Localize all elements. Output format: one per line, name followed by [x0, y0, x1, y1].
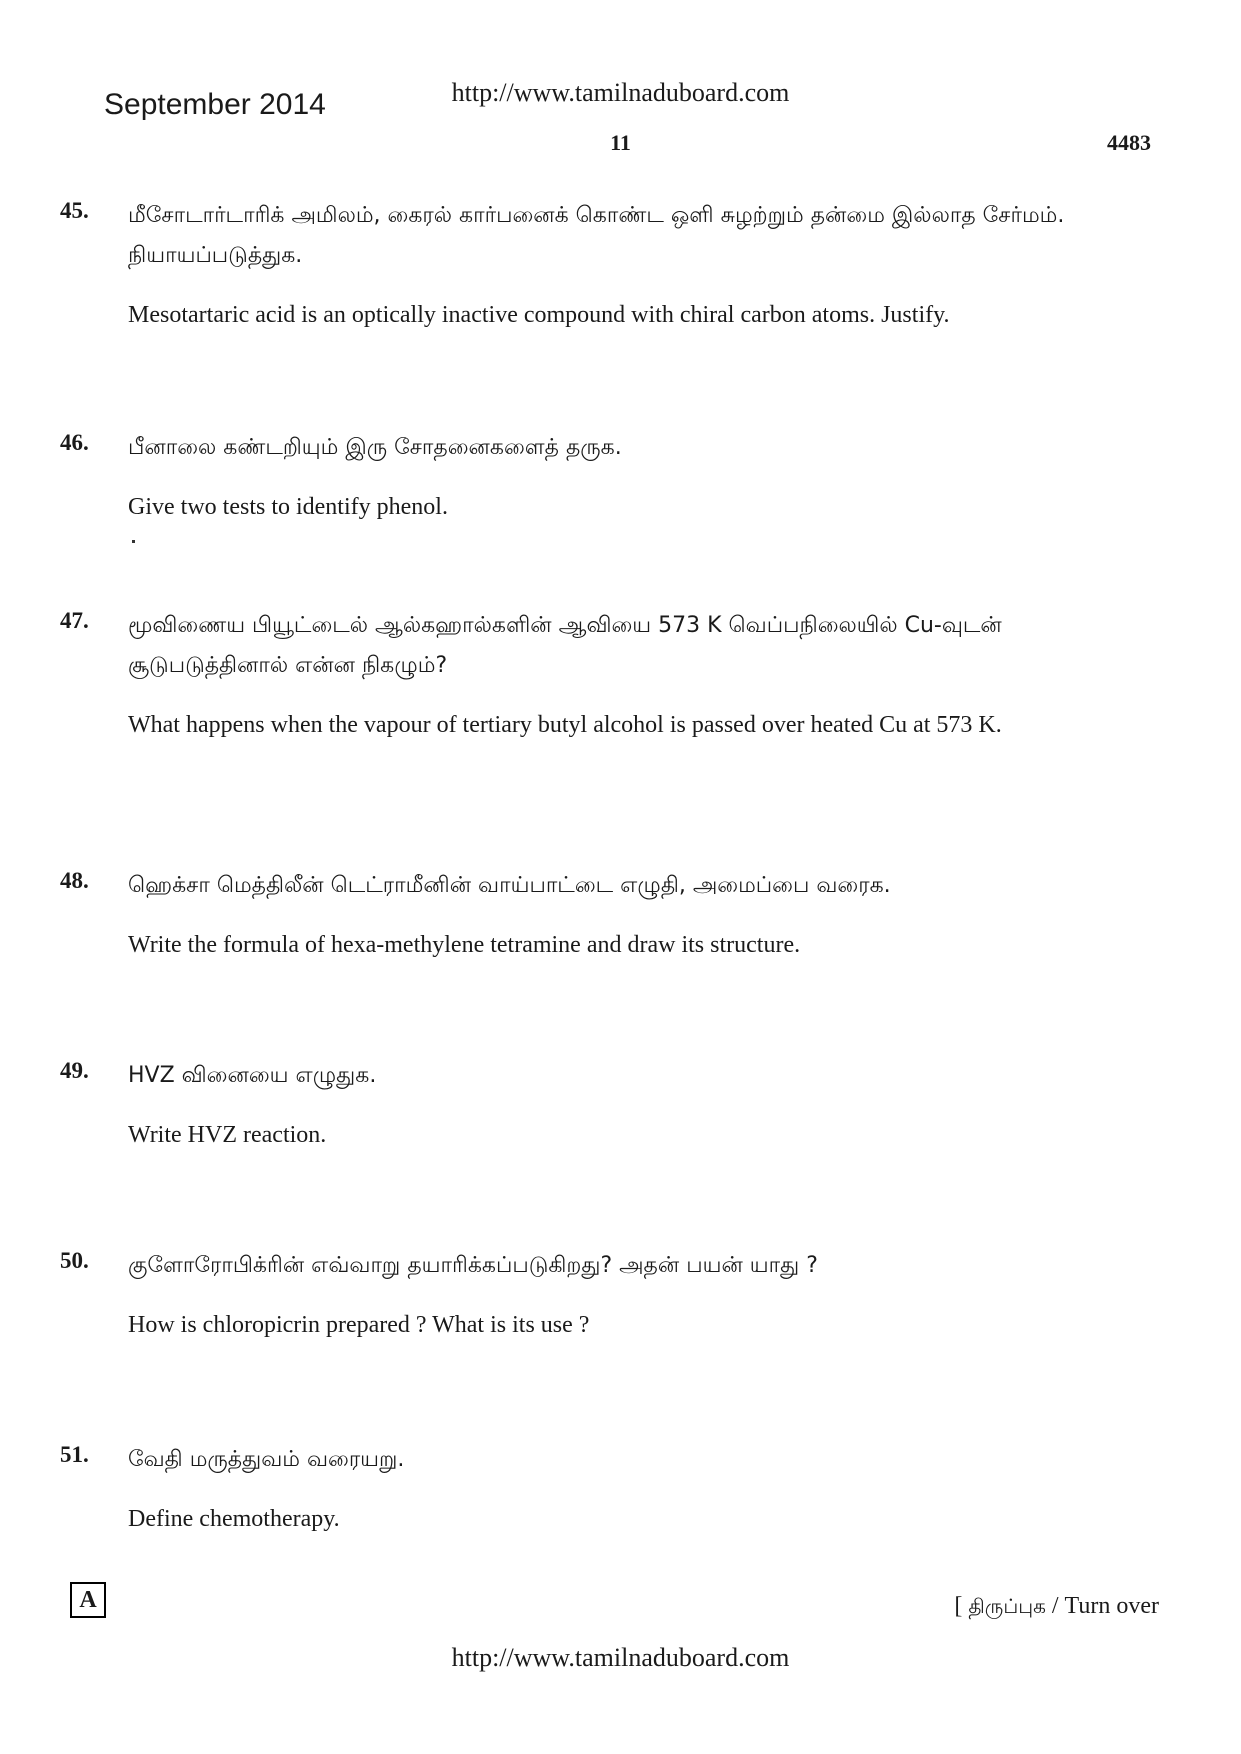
question-48 — [60, 866, 1110, 962]
question-47 — [60, 606, 1110, 742]
question-tamil: மூவிணைய பியூட்டைல் ஆல்கஹால்களின் ஆவியை 573 K வெப்பநிலையில் Cu-வுடன் சூடுபடுத்தினால் என்ன நிகழும்? — [128, 613, 1002, 678]
question-tamil: வேதி மருத்துவம் வரையறு. — [128, 1447, 405, 1472]
question-english: Define chemotherapy. — [128, 1506, 340, 1532]
turn-tamil: திருப்புக — [968, 1594, 1046, 1618]
question-number: 45. — [60, 198, 89, 223]
turn-bracket: [ — [954, 1593, 963, 1619]
question-number: 47. — [60, 608, 89, 633]
question-number: 50. — [60, 1248, 89, 1273]
question-tamil: பீனாலை கண்டறியும் இரு சோதனைகளைத் தருக. — [128, 435, 622, 460]
question-number: 49. — [60, 1058, 89, 1083]
question-english: Mesotartaric acid is an optically inactive compound with chiral carbon atoms. Justify. — [128, 302, 950, 328]
question-english: What happens when the vapour of tertiary butyl alcohol is passed over heated Cu at 573 K. — [128, 712, 1002, 738]
exam-session: September 2014 — [104, 88, 326, 121]
question-50 — [60, 1246, 1110, 1342]
question-english: Write HVZ reaction. — [128, 1122, 327, 1148]
turn-english: Turn over — [1064, 1593, 1159, 1619]
footer-url: http://www.tamilnaduboard.com — [451, 1643, 790, 1672]
header-url: http://www.tamilnaduboard.com — [451, 78, 790, 107]
page-number: 11 — [610, 130, 631, 155]
question-tamil: குளோரோபிக்ரின் எவ்வாறு தயாரிக்கப்படுகிறது? அதன் பயன் யாது ? — [128, 1253, 818, 1278]
question-tamil: மீசோடார்டாரிக் அமிலம், கைரல் கார்பனைக் கொண்ட ஒளி சுழற்றும் தன்மை இல்லாத சேர்மம். நியாயப்படுத்துக. — [128, 203, 1065, 268]
question-english: Give two tests to identify phenol. — [128, 494, 448, 520]
question-number: 51. — [60, 1442, 89, 1467]
question-number: 48. — [60, 868, 89, 893]
question-tamil: HVZ வினையை எழுதுக. — [128, 1063, 377, 1088]
question-51 — [60, 1440, 1110, 1536]
question-english: Write the formula of hexa-methylene tetramine and draw its structure. — [128, 932, 801, 958]
version-box: A — [70, 1582, 106, 1618]
turn-separator: / — [1051, 1593, 1059, 1619]
question-english: How is chloropicrin prepared ? What is its use ? — [128, 1312, 590, 1338]
question-number: 46. — [60, 430, 89, 455]
paper-code: 4483 — [1107, 130, 1151, 155]
turn-over-note — [954, 1586, 1159, 1626]
question-45 — [60, 196, 1110, 332]
question-46 — [60, 428, 1110, 524]
question-tamil: ஹெக்சா மெத்திலீன் டெட்ராமீனின் வாய்பாட்டை எழுதி, அமைப்பை வரைக. — [128, 873, 891, 898]
question-49 — [60, 1056, 1110, 1152]
stray-mark — [132, 540, 135, 543]
